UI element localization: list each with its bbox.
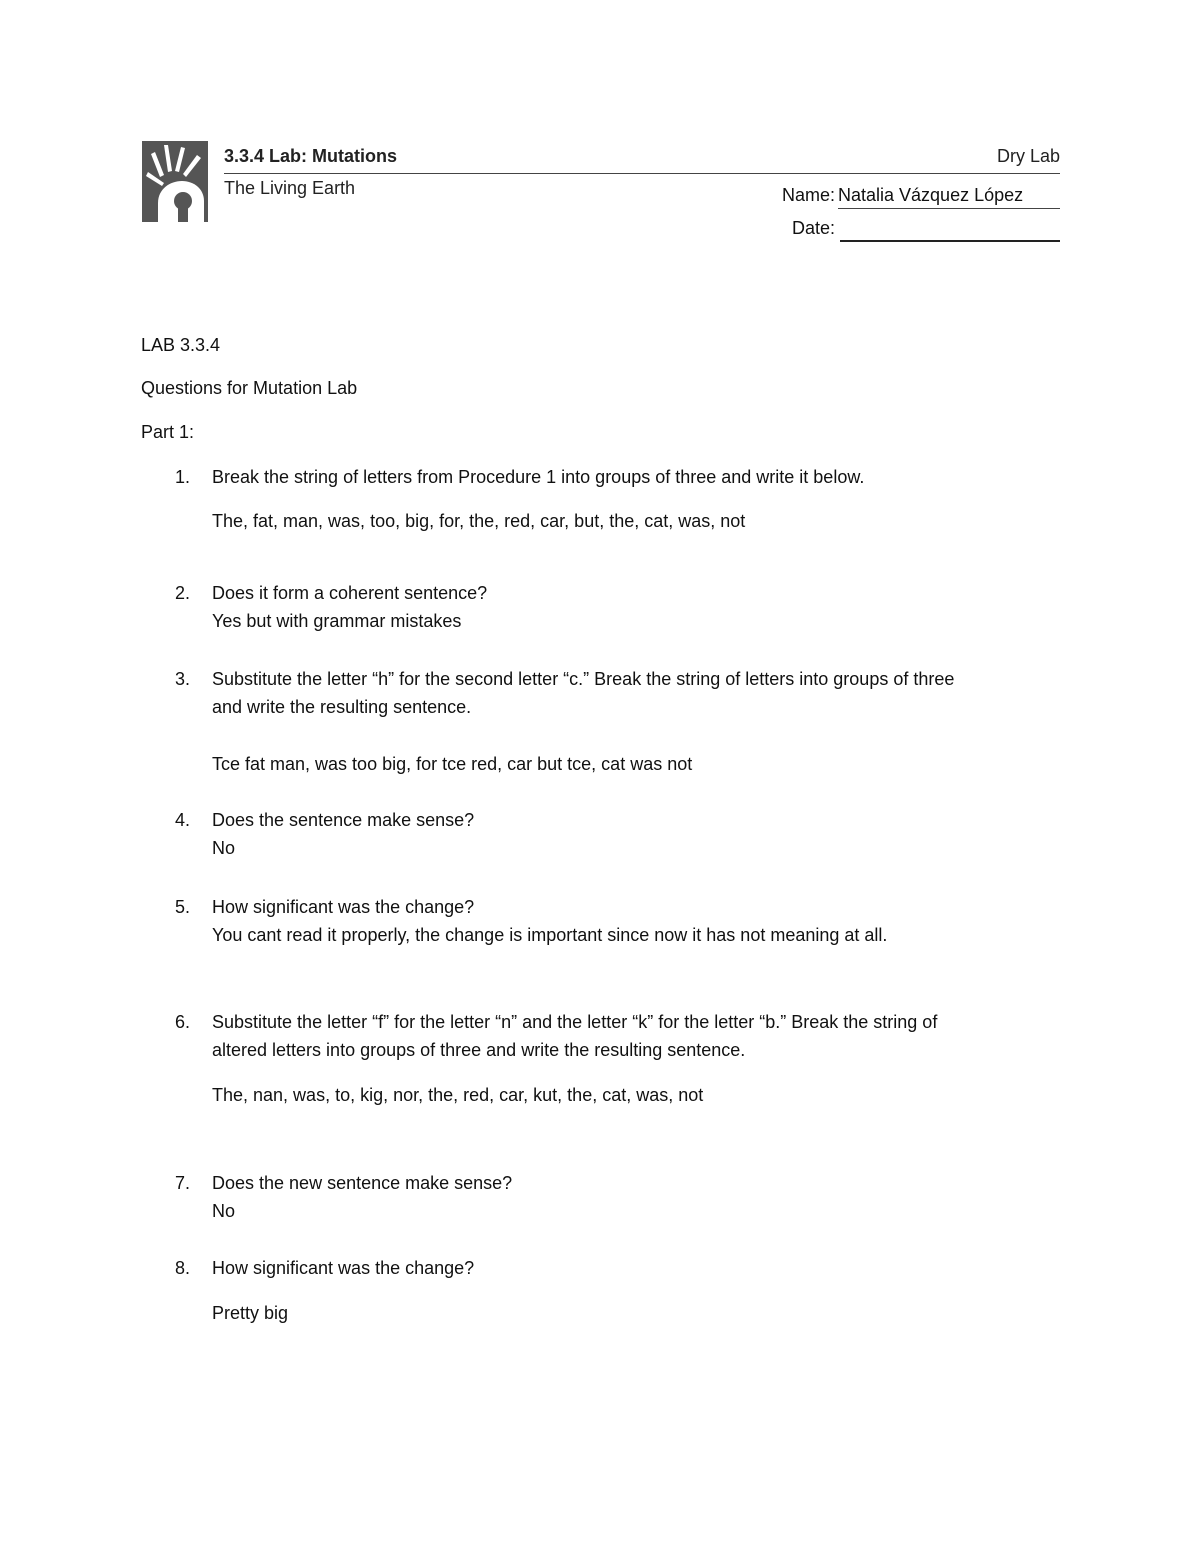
question-number: 2. [175, 583, 191, 603]
question-number: 6. [175, 1012, 191, 1032]
sun-hand-logo-icon [142, 141, 208, 222]
question-text-continued: and write the resulting sentence. [212, 697, 472, 717]
lab-label: LAB 3.3.4 [141, 335, 221, 355]
question-text: Does the sentence make sense? [212, 810, 475, 830]
date-label: Date: [792, 218, 836, 238]
answer-text: The, fat, man, was, too, big, for, the, red, car, but, the, cat, was, not [212, 511, 746, 531]
answer-text: You cant read it properly, the change is important since now it has not meaning at all. [212, 925, 888, 945]
answer-text: Yes but with grammar mistakes [212, 611, 462, 631]
question-text: Does it form a coherent sentence? [212, 583, 488, 603]
part-label: Part 1: [141, 422, 195, 442]
question-text: How significant was the change? [212, 897, 475, 917]
question-number: 8. [175, 1258, 191, 1278]
name-field [782, 185, 1060, 209]
answer-text: Tce fat man, was too big, for tce red, car but tce, cat was not [212, 754, 693, 774]
answer-text: No [212, 1201, 236, 1221]
document-subtitle: The Living Earth [224, 178, 356, 198]
section-heading: Questions for Mutation Lab [141, 378, 358, 398]
question-number: 4. [175, 810, 191, 830]
date-field [792, 218, 1060, 242]
answer-text: No [212, 838, 236, 858]
question-text-continued: altered letters into groups of three and write the resulting sentence. [212, 1040, 746, 1060]
name-underline [838, 208, 1060, 209]
question-text: Does the new sentence make sense? [212, 1173, 513, 1193]
question-text: Substitute the letter “h” for the second letter “c.” Break the string of letters into groups of three [212, 669, 955, 689]
question-text: How significant was the change? [212, 1258, 475, 1278]
name-value: Natalia Vázquez López [838, 185, 1024, 205]
question-number: 1. [175, 467, 191, 487]
question-number: 3. [175, 669, 191, 689]
question-number: 7. [175, 1173, 191, 1193]
document-title: 3.3.4 Lab: Mutations [224, 146, 398, 166]
question-text: Break the string of letters from Procedure 1 into groups of three and write it below. [212, 467, 865, 487]
answer-text: The, nan, was, to, kig, nor, the, red, car, kut, the, cat, was, not [212, 1085, 704, 1105]
document-type: Dry Lab [996, 146, 1060, 166]
name-label: Name: [782, 185, 836, 205]
question-number: 5. [175, 897, 191, 917]
question-text: Substitute the letter “f” for the letter “n” and the letter “k” for the letter “b.” Break the string of [212, 1012, 938, 1032]
answer-text: Pretty big [212, 1303, 289, 1323]
date-underline [840, 240, 1060, 242]
header-divider [224, 173, 1060, 174]
